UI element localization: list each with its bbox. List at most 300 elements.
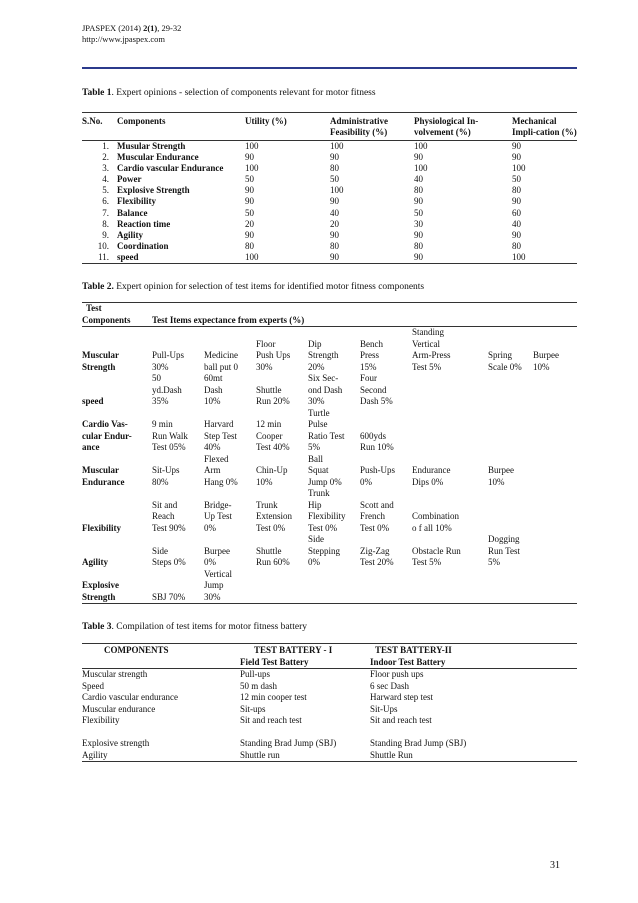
table2-cell xyxy=(204,339,256,351)
table2-cell: Floor xyxy=(256,338,276,349)
table2-cell xyxy=(412,442,488,454)
table2-cell xyxy=(82,569,152,581)
table2-cell xyxy=(533,488,577,500)
table2-cell: 40% xyxy=(204,442,221,452)
table2-cell: Four xyxy=(360,373,378,383)
table2-cell: Steps 0% xyxy=(152,557,186,567)
table2-cell xyxy=(533,511,577,523)
table2-cell xyxy=(412,419,488,431)
table2-cell xyxy=(533,396,577,408)
table2-cell: Jump 0% xyxy=(308,476,342,487)
table2-cell: Run 20% xyxy=(256,396,290,406)
table2-cell: Ball xyxy=(308,453,323,464)
table2-cell: speed xyxy=(82,396,104,406)
table2-cell xyxy=(488,500,533,512)
table2-cell: Medicine xyxy=(204,350,238,360)
table2-cell: Sit and xyxy=(152,499,178,510)
table2-cell: 10% xyxy=(204,396,221,406)
table2-row xyxy=(82,408,577,420)
table2-cell: Push Ups xyxy=(256,350,291,360)
table2-header-row xyxy=(82,303,577,315)
table2-cell xyxy=(412,454,488,466)
table3-cell: 12 min cooper test xyxy=(240,692,307,702)
table3-row xyxy=(82,681,577,693)
table2-cell xyxy=(82,408,152,420)
table2-cell: 0% xyxy=(204,522,216,533)
table2-cell xyxy=(256,454,308,466)
table2-cell: Test 5% xyxy=(412,361,442,372)
table2-cell xyxy=(82,454,152,466)
table3-cell: Harward step test xyxy=(370,692,433,702)
table3-row xyxy=(82,692,577,704)
table1-cell: 8. xyxy=(102,218,109,229)
table2-cell: Shuttle xyxy=(256,384,282,395)
table2-cell: Muscular xyxy=(82,465,119,475)
table3-cell: Standing Brad Jump (SBJ) xyxy=(370,738,467,748)
table3-header-battery2-sub: Indoor Test Battery xyxy=(370,657,577,669)
table1-row xyxy=(82,152,577,163)
table1-row xyxy=(82,219,577,230)
table2-cell xyxy=(360,327,412,339)
table2-cell xyxy=(488,454,533,466)
table2-row xyxy=(82,580,577,592)
table1-cell: 4. xyxy=(102,174,109,185)
table2-cell xyxy=(82,534,152,546)
table2-cell xyxy=(488,385,533,397)
table2-cell xyxy=(308,327,360,339)
table2-cell xyxy=(488,569,533,581)
table3-header-row xyxy=(82,644,577,657)
table2-cell: Run Walk xyxy=(152,430,188,441)
table2-cell: Jump xyxy=(204,580,224,590)
table2-cell xyxy=(412,373,488,385)
table2-cell: Dip xyxy=(308,338,322,349)
table2-header-components: Components xyxy=(82,315,152,327)
table2-cell: Arm xyxy=(204,465,221,475)
table2-cell xyxy=(308,580,360,592)
table3-cell: Sit-Ups xyxy=(370,703,398,714)
table2-cell xyxy=(533,569,577,581)
table2-row xyxy=(82,339,577,351)
table1-row xyxy=(82,141,577,153)
table2-cell xyxy=(412,408,488,420)
table2-row xyxy=(82,465,577,477)
table2-row xyxy=(82,557,577,569)
table2-cell xyxy=(152,488,204,500)
table2-cell: Cardio Vas- xyxy=(82,419,128,429)
table2-cell xyxy=(82,500,152,512)
table2-cell: Combination xyxy=(412,511,459,521)
table1-cell: 90 xyxy=(512,229,521,240)
table1-cell: Power xyxy=(117,174,142,185)
table1-cell: 80 xyxy=(330,240,339,251)
table3-row xyxy=(82,750,577,762)
table3-cell: Speed xyxy=(82,680,104,691)
table1-row xyxy=(82,185,577,196)
table3-cell xyxy=(240,727,370,739)
table2-cell: Dogging xyxy=(488,534,520,544)
table1-cell: 80 xyxy=(245,240,254,251)
table2-cell xyxy=(533,454,577,466)
table2-cell xyxy=(360,419,412,431)
table1-cell: 90 xyxy=(414,251,423,262)
table2-cell: Step Test xyxy=(204,430,237,441)
table2-cell xyxy=(82,339,152,351)
table2-cell: Test 5% xyxy=(412,557,442,567)
table3-cell: Explosive strength xyxy=(82,738,150,748)
table3-cell: Muscular strength xyxy=(82,669,148,679)
table2-cell: 12 min xyxy=(256,419,282,429)
table2-row xyxy=(82,454,577,466)
table3-cell: Agility xyxy=(82,750,240,762)
table3-cell: Standing Brad Jump (SBJ) xyxy=(240,738,337,748)
table3-header-battery1: TEST BATTERY - I xyxy=(240,644,370,657)
table1-cell: 100 xyxy=(245,141,259,151)
table2-cell: Test 0% xyxy=(360,522,390,533)
table1-cell: 80 xyxy=(414,185,423,196)
table2-row xyxy=(82,534,577,546)
table1-row xyxy=(82,208,577,219)
table3-cell xyxy=(82,727,240,739)
table2-cell xyxy=(488,408,533,420)
table2-cell xyxy=(82,327,152,339)
table1-cell: 90 xyxy=(330,251,339,262)
table2-cell xyxy=(152,569,204,581)
table2-cell: 10% xyxy=(533,361,550,372)
table2-cell xyxy=(488,442,533,454)
table2-cell: Shuttle xyxy=(256,545,282,556)
table1-cell: 80 xyxy=(512,185,521,196)
table2-cell: Vertical xyxy=(412,338,440,349)
table2-cell xyxy=(152,580,204,592)
table1-cell: 30 xyxy=(414,218,423,229)
table2-cell xyxy=(533,385,577,397)
table2-cell xyxy=(533,327,577,339)
table2-row xyxy=(82,546,577,558)
table2-cell: Flexibility xyxy=(82,522,121,533)
table2-cell xyxy=(256,534,308,546)
table1-cell: 100 xyxy=(414,141,428,151)
table2-cell: Run 10% xyxy=(360,442,394,452)
table2-cell xyxy=(412,431,488,443)
table1-cell: 20 xyxy=(330,218,339,229)
table1-cell: 90 xyxy=(330,229,339,240)
table2-row xyxy=(82,362,577,374)
table1-cell: 50 xyxy=(512,174,521,185)
table2-cell xyxy=(152,327,204,339)
table2-cell xyxy=(256,327,308,339)
table2-row xyxy=(82,592,577,604)
table2-cell: Side xyxy=(308,534,325,544)
table1-cell: Cardio vascular Endurance xyxy=(117,163,224,174)
table1-cell: 90 xyxy=(245,196,254,207)
table2-cell: ance xyxy=(82,442,100,452)
table1-row xyxy=(82,174,577,185)
table2-cell: Second xyxy=(360,384,387,395)
table2-cell: 5% xyxy=(488,557,500,567)
table2-cell xyxy=(533,408,577,420)
table2-caption: Table 2. Expert opinion for selection of test items for identified motor fitness components xyxy=(82,282,425,292)
table2-cell xyxy=(412,569,488,581)
table1-cell: 60 xyxy=(512,207,521,218)
table2-cell xyxy=(412,385,488,397)
table2-cell: Spring xyxy=(488,350,513,360)
table2-cell: Run 60% xyxy=(256,557,290,567)
table2-cell: Strength xyxy=(82,592,152,604)
table2-cell xyxy=(360,592,412,604)
table2-cell: Bench xyxy=(360,338,383,349)
table2-cell xyxy=(412,396,488,408)
table2-row xyxy=(82,373,577,385)
table1-cell: 100 xyxy=(512,251,526,262)
table2-cell xyxy=(533,592,577,604)
table2-row xyxy=(82,327,577,339)
table2-cell: Chin-Up xyxy=(256,465,288,475)
table2-cell: Burpee xyxy=(488,465,514,475)
table2-cell xyxy=(412,488,488,500)
table2-cell xyxy=(152,454,204,466)
table1-cell: 100 xyxy=(330,185,344,196)
table2-cell: 50 xyxy=(152,373,161,383)
table2-cell: Flexed xyxy=(204,453,229,464)
table2-cell: Trunk xyxy=(308,488,330,498)
table1-cell: 90 xyxy=(512,141,521,151)
table3-row xyxy=(82,727,577,739)
table2-cell: 80% xyxy=(152,476,169,487)
table2-cell: Burpee xyxy=(533,350,559,360)
table2-header-test: Test xyxy=(82,303,152,315)
table2-cell xyxy=(412,592,488,604)
table1-cell: 100 xyxy=(414,163,428,174)
table2-cell xyxy=(488,511,533,523)
table2-cell: o f all 10% xyxy=(412,522,452,533)
table2-cell: 0% xyxy=(360,476,372,487)
table2-cell: yd.Dash xyxy=(152,384,182,395)
table2-cell: Burpee xyxy=(204,545,230,556)
table2-cell: ond Dash xyxy=(308,384,343,395)
table2-row xyxy=(82,396,577,408)
table2-cell xyxy=(488,327,533,339)
table2-cell xyxy=(360,408,412,420)
table2-cell xyxy=(533,580,577,592)
table2-cell xyxy=(152,339,204,351)
table1-header: Administrative Feasibility (%) xyxy=(330,116,388,137)
table1-row xyxy=(82,196,577,207)
table2-cell: ball put 0 xyxy=(204,361,238,372)
table3-row xyxy=(82,715,577,727)
table1-cell: 50 xyxy=(330,174,339,185)
table1-cell: 100 xyxy=(245,163,259,174)
table2-cell: Dips 0% xyxy=(412,476,444,487)
table1-cell: 40 xyxy=(414,174,423,185)
table2-cell: 30% xyxy=(308,396,325,406)
table2-cell: Push-Ups xyxy=(360,465,396,475)
table3-cell: Flexibility xyxy=(82,715,120,725)
table1-cell: 100 xyxy=(245,251,259,262)
table1-header: Components xyxy=(117,116,166,126)
table1-cell: 90 xyxy=(245,152,254,163)
table1-cell: 11. xyxy=(98,251,109,262)
table1-row xyxy=(82,230,577,241)
table2-cell xyxy=(488,488,533,500)
table2-cell xyxy=(308,592,360,604)
table3-cell: Shuttle Run xyxy=(370,750,577,762)
table1-cell: 1. xyxy=(102,141,109,151)
table2-cell xyxy=(360,454,412,466)
table1-cell: 100 xyxy=(512,163,526,174)
table1-cell: 90 xyxy=(414,152,423,163)
table3-cell: Shuttle run xyxy=(240,750,370,762)
table3-row xyxy=(82,738,577,750)
table2-cell: 35% xyxy=(152,396,169,406)
table2-cell: Ratio Test xyxy=(308,430,345,441)
table2-cell: 10% xyxy=(256,476,273,487)
table1-cell: 5. xyxy=(102,185,109,196)
table2-cell: 60mt xyxy=(204,373,223,383)
table2-cell xyxy=(360,488,412,500)
table2-cell: SBJ 70% xyxy=(152,592,204,604)
table2-cell: 30% xyxy=(204,592,256,604)
table2-cell xyxy=(82,385,152,397)
table1-cell: 2. xyxy=(102,152,109,163)
table3-cell: Floor push ups xyxy=(370,669,424,679)
table2-cell: Test 40% xyxy=(256,442,290,452)
table2-cell xyxy=(360,580,412,592)
table3-row xyxy=(82,704,577,716)
table2-cell: Strength xyxy=(308,350,339,360)
table2-cell: 5% xyxy=(308,442,320,452)
table1-caption: Table 1. Expert opinions - selection of components relevant for motor fitness xyxy=(82,88,376,98)
table2-cell: Reach xyxy=(152,511,175,521)
table2-cell xyxy=(256,569,308,581)
table2-cell: Scale 0% xyxy=(488,361,522,372)
table1-cell: Explosive Strength xyxy=(117,185,190,196)
journal-url[interactable]: http://www.jpaspex.com xyxy=(82,34,166,44)
table2-cell: Sit-Ups xyxy=(152,465,180,475)
table2-cell: Press xyxy=(360,350,380,360)
table3-cell: Sit and reach test xyxy=(370,715,432,725)
table1-cell: 20 xyxy=(245,218,254,229)
table2-row xyxy=(82,488,577,500)
table1-cell: 7. xyxy=(102,207,109,218)
table2-cell xyxy=(533,534,577,546)
table2-cell: Hip xyxy=(308,499,322,510)
table2-cell: Vertical xyxy=(204,568,232,579)
table2-cell: 10% xyxy=(488,476,505,487)
table2-cell xyxy=(308,569,360,581)
table2-row xyxy=(82,569,577,581)
table2-cell xyxy=(204,408,256,420)
table2-cell: Dash 5% xyxy=(360,396,393,406)
table2-cell: Side xyxy=(152,545,169,556)
table3-cell: Sit and reach test xyxy=(240,715,302,725)
table2-cell: 9 min xyxy=(152,419,173,429)
table2-cell xyxy=(533,442,577,454)
table2-cell: Up Test xyxy=(204,511,232,521)
table2-cell xyxy=(82,488,152,500)
journal-header xyxy=(82,23,181,45)
table3-cell: Muscular endurance xyxy=(82,703,156,714)
table2-cell: Bridge- xyxy=(204,499,232,510)
table3-header-components: COMPONENTS xyxy=(82,644,240,657)
table2-cell xyxy=(152,408,204,420)
table2-cell xyxy=(488,592,533,604)
table3-row xyxy=(82,669,577,681)
table2-cell xyxy=(82,373,152,385)
table1-header: Physiological In-volvement (%) xyxy=(414,116,479,137)
table2-cell: cular Endur- xyxy=(82,430,132,441)
table2-cell: Cooper xyxy=(256,430,283,441)
table1-cell: 50 xyxy=(245,207,254,218)
table2-cell xyxy=(533,465,577,477)
table2-cell: Stepping xyxy=(308,545,341,556)
table2-cell: Strength xyxy=(82,361,116,372)
table1-cell: 90 xyxy=(414,229,423,240)
table1-cell: 90 xyxy=(330,196,339,207)
table2-cell: Flexibility xyxy=(308,511,346,521)
table2-cell: Standing xyxy=(412,327,445,337)
table2-cell: Hang 0% xyxy=(204,476,238,487)
table2-cell xyxy=(533,500,577,512)
table2-cell: Endurance xyxy=(82,476,125,487)
table2-cell xyxy=(488,396,533,408)
table1-row xyxy=(82,252,577,264)
table2-cell: Turtle xyxy=(308,407,330,418)
table1-cell: 3. xyxy=(102,163,109,174)
table2-cell xyxy=(533,546,577,558)
table2-cell: Obstacle Run xyxy=(412,545,461,556)
table2-cell xyxy=(204,327,256,339)
table1-cell: 80 xyxy=(512,240,521,251)
table2-cell xyxy=(82,511,152,523)
table1-cell: Balance xyxy=(117,207,148,218)
table1-cell: 90 xyxy=(245,229,254,240)
table2-cell: Arm-Press xyxy=(412,350,451,360)
table2-cell xyxy=(533,477,577,489)
table2-cell xyxy=(82,546,152,558)
table2-cell: Squat xyxy=(308,465,329,475)
table1-cell: Agility xyxy=(117,229,143,240)
table2-cell: Test 05% xyxy=(152,442,186,452)
table3-cell: 50 m dash xyxy=(240,680,277,691)
table2-cell: Dash xyxy=(204,384,223,395)
table2-cell: Explosive xyxy=(82,580,120,590)
table3-caption: Table 3. Compilation of test items for motor fitness battery xyxy=(82,622,307,632)
table1-cell: speed xyxy=(117,251,139,262)
table2-cell: Test 20% xyxy=(360,557,394,567)
table2-cell: French xyxy=(360,511,385,521)
table1-cell: 100 xyxy=(330,141,344,151)
table1-cell: 10. xyxy=(97,240,109,251)
table1-cell: Musular Strength xyxy=(117,141,186,151)
table2-cell: 20% xyxy=(308,361,325,372)
table2-cell xyxy=(488,580,533,592)
table1-cell: Coordination xyxy=(117,240,169,251)
table3-header-battery2: TEST BATTERY-II xyxy=(370,644,577,657)
table2-row xyxy=(82,442,577,454)
table2-cell xyxy=(360,534,412,546)
table1-cell: 50 xyxy=(245,174,254,185)
table3-cell: Sit-ups xyxy=(240,703,266,714)
header-rule xyxy=(82,67,577,69)
table1-cell: 90 xyxy=(512,152,521,163)
table1-cell: 90 xyxy=(512,196,521,207)
table1-header-row xyxy=(82,113,577,141)
table2-cell: Agility xyxy=(82,557,108,567)
table3 xyxy=(82,643,577,762)
table2-cell: Trunk xyxy=(256,499,278,510)
table2-cell: Extension xyxy=(256,511,292,521)
